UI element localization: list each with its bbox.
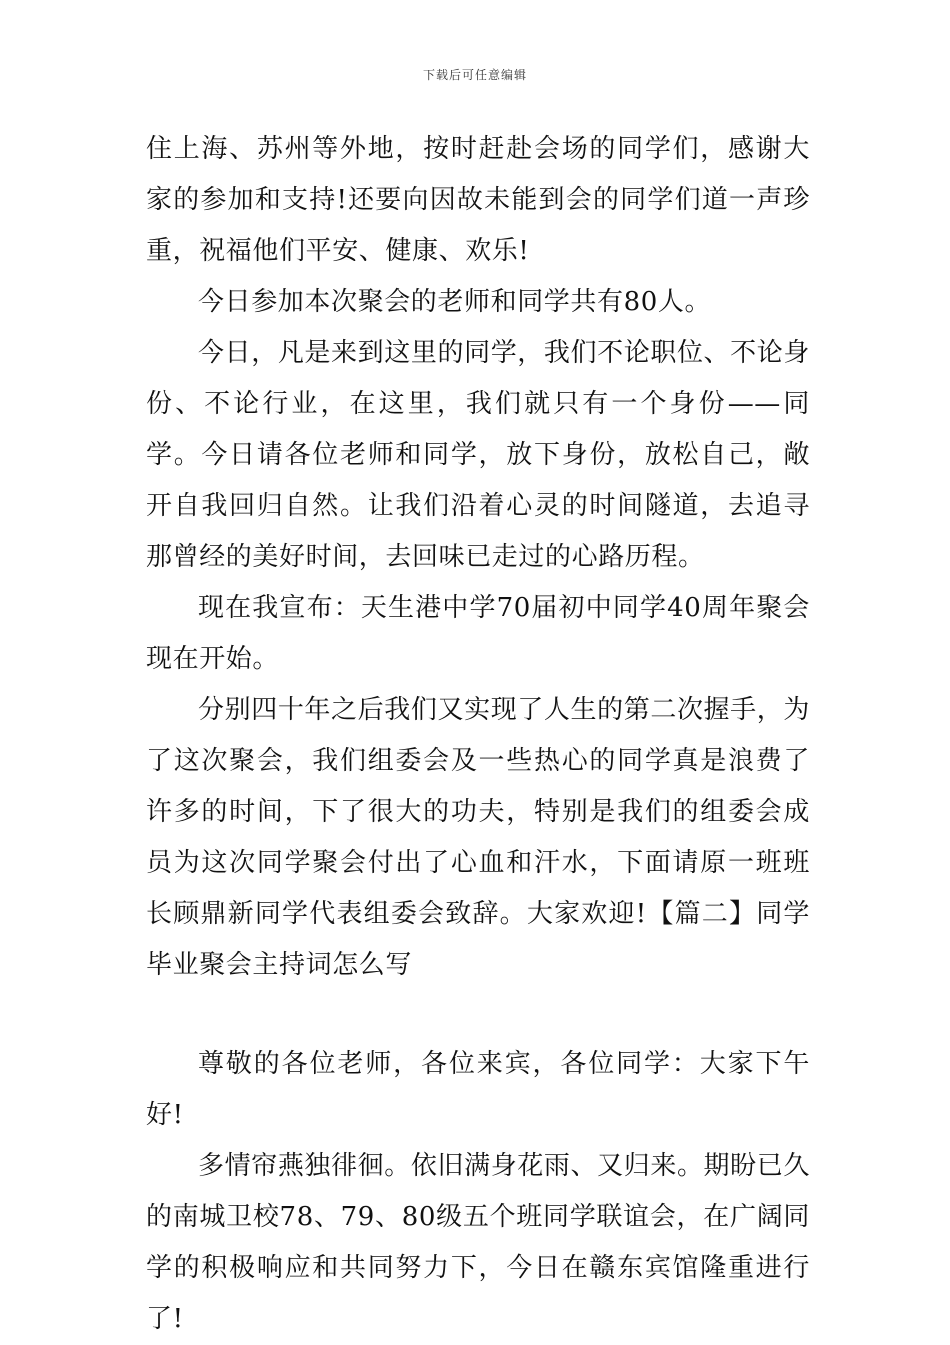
paragraph-continuation: 住上海、苏州等外地，按时赶赴会场的同学们，感谢大家的参加和支持!还要向因故未能到会的同学们道一声珍重，祝福他们平安、健康、欢乐! — [146, 134, 810, 266]
document-body — [146, 124, 810, 1345]
paragraph-announcement: 现在我宣布：天生港中学70届初中同学40周年聚会现在开始。 — [146, 593, 810, 674]
page-header: 下载后可任意编辑 — [422, 68, 527, 82]
paragraph-opening: 多情帘燕独徘徊。依旧满身花雨、又归来。期盼已久的南城卫校78、79、80级五个班同学联谊会，在广阔同学的积极响应和共同努力下，今日在赣东宾馆隆重进行了! — [146, 1151, 810, 1334]
paragraph-reunion: 分别四十年之后我们又实现了人生的第二次握手，为了这次聚会，我们组委会及一些热心的同学真是浪费了许多的时间，下了很大的功夫，特别是我们的组委会成员为这次同学聚会付出了心血和汗水，下面请原一班班长顾鼎新同学代表组委会致辞。大家欢迎!【篇二】同学毕业聚会主持词怎么写 — [146, 695, 810, 980]
section-spacer — [146, 991, 810, 1039]
paragraph-greeting: 尊敬的各位老师，各位来宾，各位同学：大家下午好! — [146, 1049, 810, 1130]
paragraph-identity: 今日，凡是来到这里的同学，我们不论职位、不论身份、不论行业，在这里，我们就只有一个身份——同学。今日请各位老师和同学，放下身份，放松自己，敞开自我回归自然。让我们沿着心灵的时间隧道，去追寻那曾经的美好时间，去回味已走过的心路历程。 — [146, 338, 810, 572]
paragraph-attendance: 今日参加本次聚会的老师和同学共有80人。 — [198, 287, 712, 317]
